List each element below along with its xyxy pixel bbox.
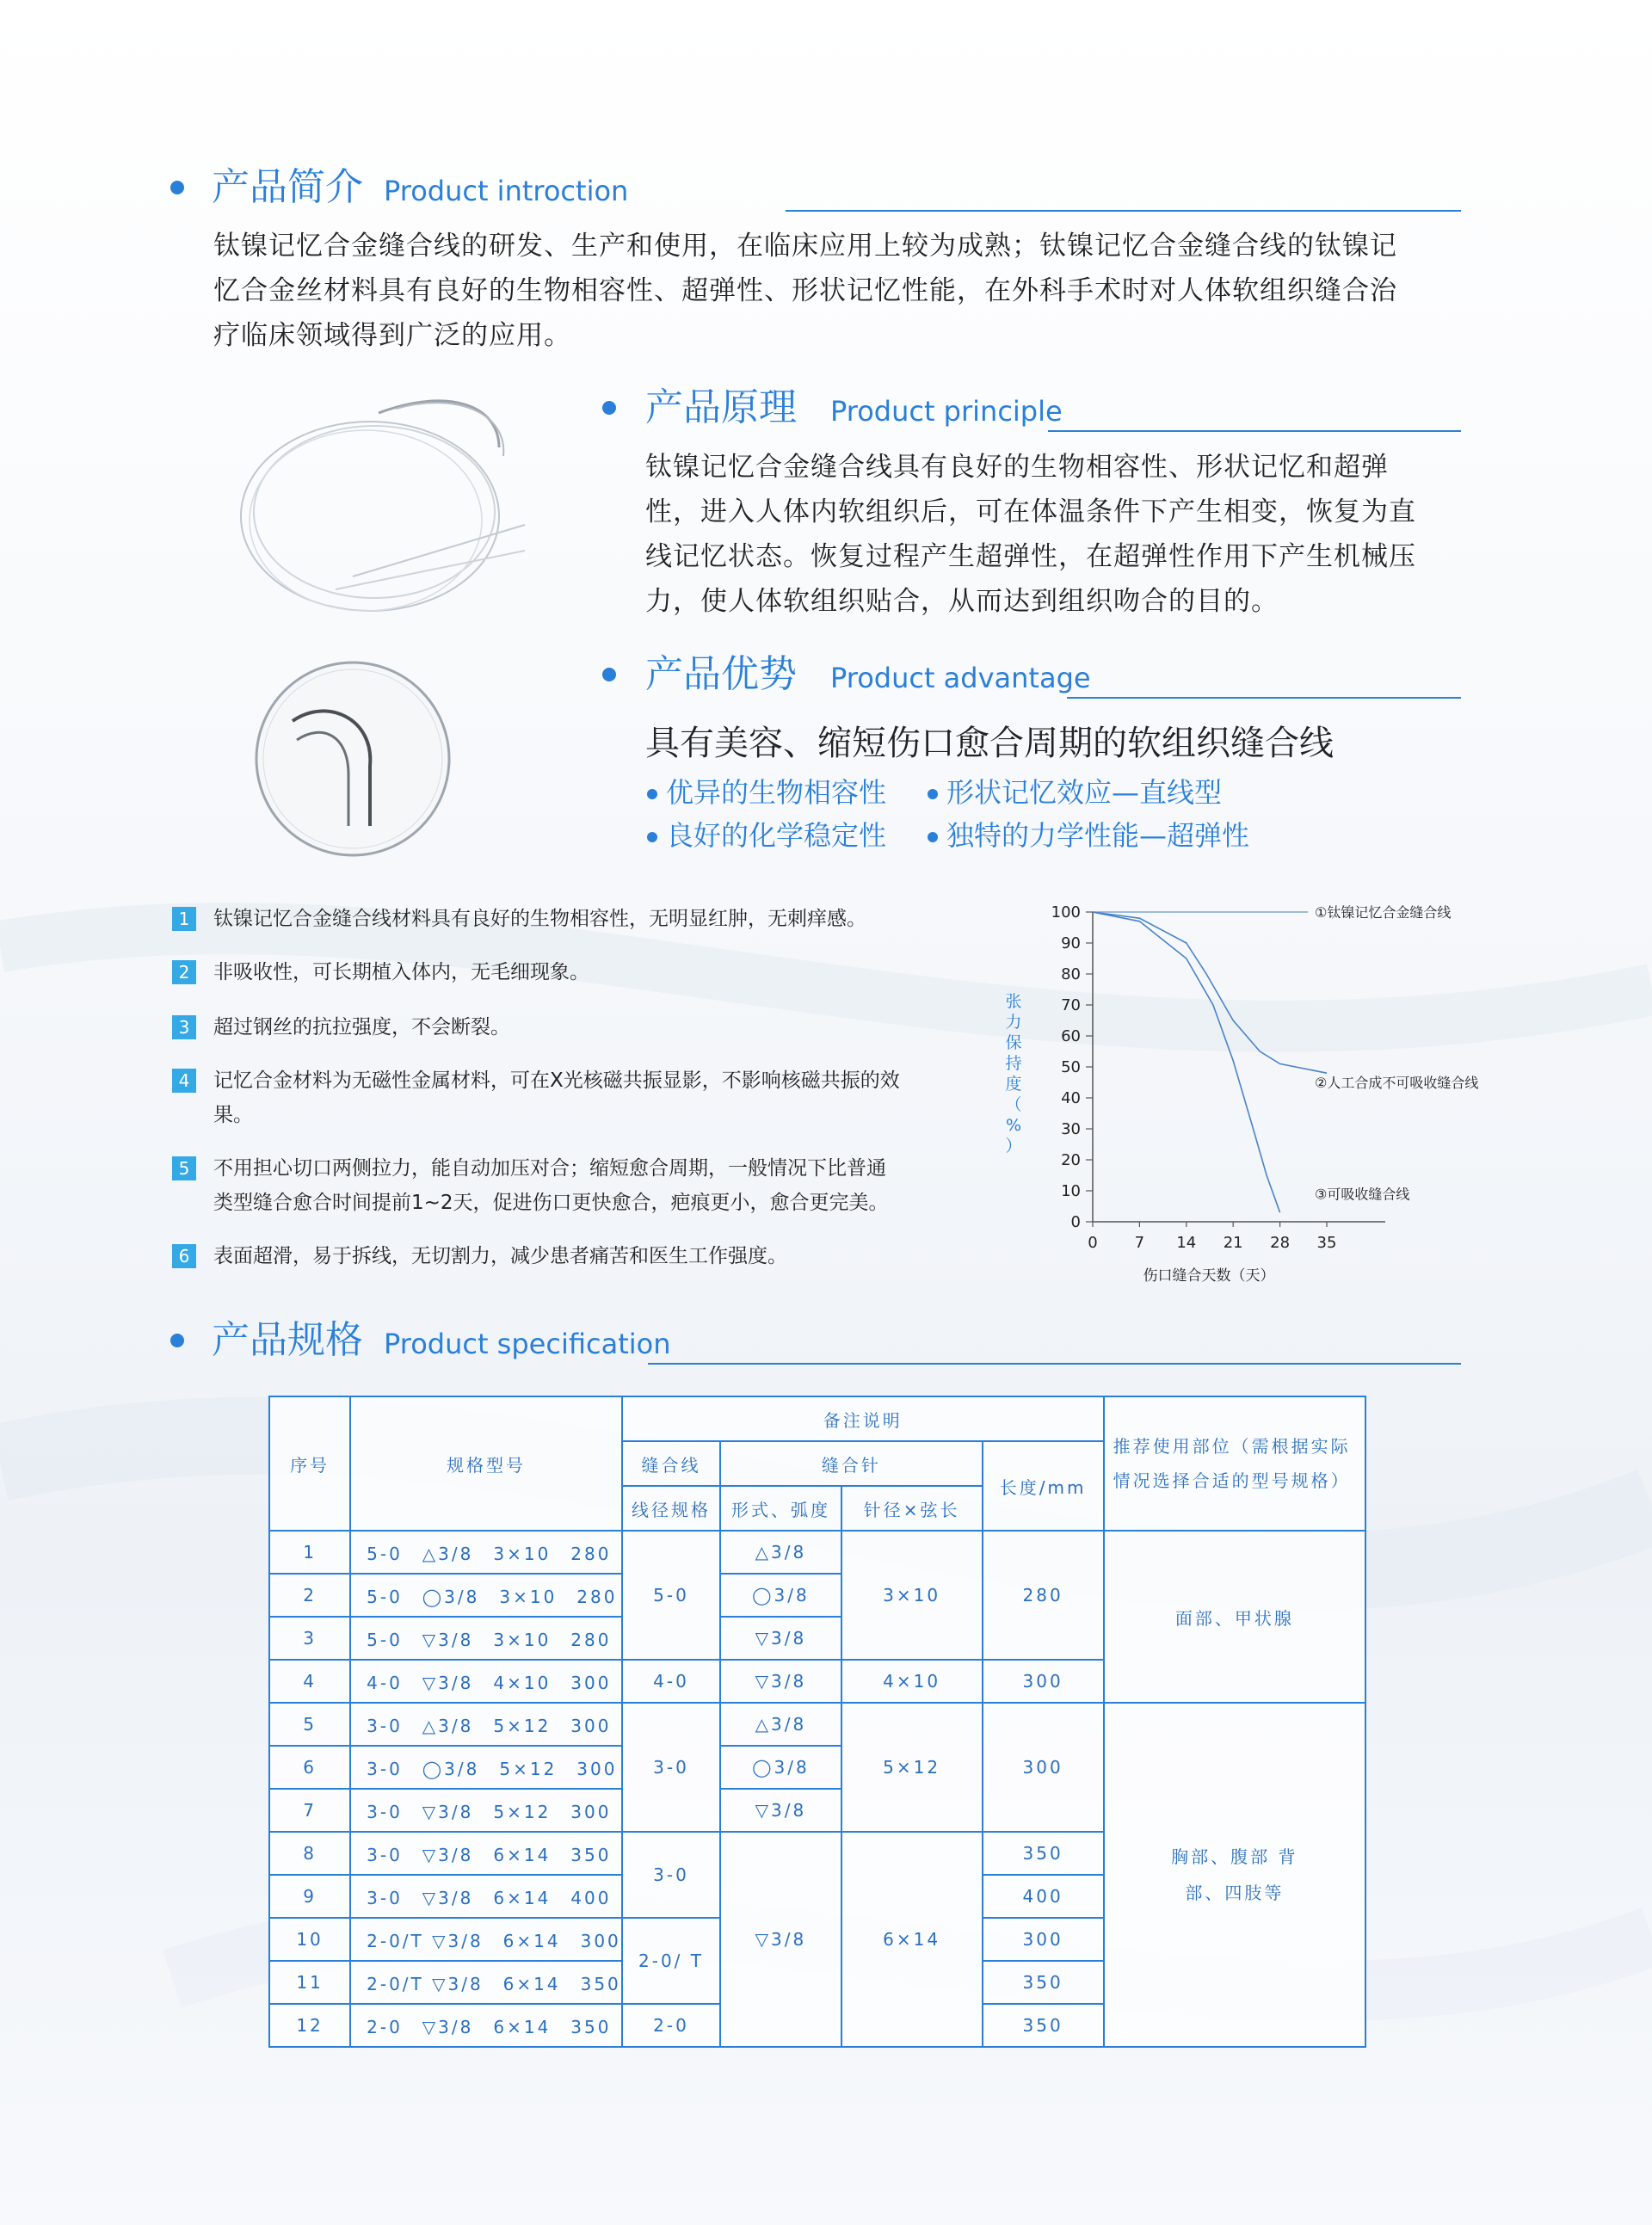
header-suture: 缝合线 (622, 1441, 720, 1486)
cell-model: 3-0 ▽3/8 6×14 350 (350, 1832, 622, 1875)
chart-x-tick-label: 0 (1088, 1234, 1098, 1252)
cell-no: 7 (269, 1789, 350, 1832)
chart-y-tick-label: 100 (1051, 903, 1081, 921)
advantage-item: 独特的力学性能—超弹性 (928, 814, 1249, 854)
cell-shape: ◯3/8 (720, 1746, 841, 1789)
cell-length: 300 (983, 1918, 1104, 1961)
chart-y-tick-label: 20 (1061, 1151, 1081, 1169)
cell-model: 3-0 ◯3/8 5×12 300 (350, 1746, 622, 1789)
section-principle-header (602, 384, 1461, 435)
cell-shape: ▽3/8 (720, 1617, 841, 1660)
chart-y-tick-label: 0 (1070, 1213, 1081, 1231)
cell-shape: ▽3/8 (720, 1789, 841, 1832)
section-rule (786, 210, 1461, 212)
cell-diameter: 3-0 (622, 1703, 720, 1832)
chart-legend-label: ②人工合成不可吸收缝合线 (1315, 1075, 1479, 1091)
chart-x-tick-label: 28 (1270, 1234, 1291, 1252)
section-rule (1067, 697, 1461, 699)
section-advantage-header (602, 650, 1461, 702)
feature-item (172, 902, 903, 936)
cell-length: 400 (983, 1875, 1104, 1918)
section-title-zh: 产品原理 (645, 385, 797, 429)
cell-no: 8 (269, 1832, 350, 1875)
cell-site: 面部、甲状腺 (1104, 1531, 1365, 1703)
feature-text: 钛镍记忆合金缝合线材料具有良好的生物相容性，无明显红肿，无刺痒感。 (213, 908, 866, 930)
cell-diameter: 5-0 (622, 1531, 720, 1660)
chart-legend-label: ①钛镍记忆合金缝合线 (1315, 904, 1452, 921)
chart-ylabel-char: 张 (1005, 992, 1022, 1011)
section-title-zh: 产品优势 (645, 652, 797, 696)
feature-item (172, 1010, 903, 1045)
advantage-item: 形状记忆效应—直线型 (928, 771, 1222, 810)
chart-y-tick-label: 40 (1061, 1089, 1081, 1107)
chart-x-tick-label: 21 (1223, 1234, 1243, 1252)
chart-y-tick-label: 50 (1061, 1058, 1081, 1076)
cell-model: 5-0 ◯3/8 3×10 280 (350, 1574, 622, 1617)
bullet-dot (602, 668, 616, 681)
cell-model: 3-0 ▽3/8 6×14 400 (350, 1875, 622, 1918)
chart-ylabel-char: 力 (1005, 1013, 1022, 1032)
cell-length: 300 (983, 1660, 1104, 1703)
cell-needle-size: 3×10 (841, 1531, 983, 1660)
cell-no: 12 (269, 2004, 350, 2047)
feature-text: 非吸收性，可长期植入体内，无毛细现象。 (213, 961, 589, 983)
feature-item (172, 1151, 903, 1220)
cell-no: 6 (269, 1746, 350, 1789)
advantage-item: 优异的生物相容性 (647, 771, 886, 810)
chart-ylabel-char: ） (1005, 1137, 1022, 1156)
header-model: 规格型号 (350, 1396, 622, 1531)
cell-model: 2-0/T ▽3/8 6×14 300 (350, 1918, 622, 1961)
cell-shape: △3/8 (720, 1703, 841, 1746)
section-title-en: Product advantage (830, 662, 1091, 694)
section-title-en: Product introction (384, 175, 629, 207)
cell-needle-size: 5×12 (841, 1703, 983, 1832)
cell-no: 11 (269, 1961, 350, 2004)
chart-ylabel-char: % (1005, 1116, 1022, 1135)
bullet-dot (602, 401, 616, 415)
feature-item (172, 1239, 903, 1273)
advantage-title: 具有美容、缩短伤口愈合周期的软组织缝合线 (645, 724, 1334, 763)
header-needle: 缝合针 (720, 1441, 982, 1486)
cell-needle-size: 4×10 (841, 1660, 983, 1703)
chart-series-line (1093, 912, 1280, 1212)
table-row (269, 1703, 1365, 1746)
cell-model: 2-0/T ▽3/8 6×14 350 (350, 1961, 622, 2004)
cell-length: 280 (983, 1531, 1104, 1660)
chart-y-tick-label: 30 (1061, 1120, 1081, 1138)
advantage-item: 良好的化学稳定性 (647, 814, 886, 854)
chart-ylabel-char: 持 (1005, 1054, 1022, 1073)
needle-circle-image (250, 654, 465, 869)
cell-diameter: 2-0/ T (622, 1918, 720, 2004)
cell-model: 3-0 ▽3/8 5×12 300 (350, 1789, 622, 1832)
feature-number: 5 (172, 1156, 196, 1180)
cell-shape: △3/8 (720, 1531, 841, 1574)
chart-x-tick-label: 35 (1316, 1234, 1337, 1252)
cell-shape: ▽3/8 (720, 1832, 841, 2047)
chart-xlabel: 伤口缝合天数（天） (1143, 1267, 1275, 1285)
section-title-en: Product specification (384, 1328, 671, 1360)
cell-model: 2-0 ▽3/8 6×14 350 (350, 2004, 622, 2047)
feature-text: 超过钢丝的抗拉强度，不会断裂。 (213, 1016, 510, 1039)
cell-model: 5-0 △3/8 3×10 280 (350, 1531, 622, 1574)
cell-model: 3-0 △3/8 5×12 300 (350, 1703, 622, 1746)
chart-ylabel-char: 度 (1005, 1075, 1022, 1094)
chart-y-tick-label: 60 (1061, 1027, 1081, 1045)
chart-y-tick-label: 10 (1061, 1182, 1081, 1200)
cell-no: 3 (269, 1617, 350, 1660)
cell-no: 10 (269, 1918, 350, 1961)
header-length: 长度/mm (983, 1441, 1104, 1531)
chart-series-line (1093, 912, 1327, 1073)
cell-length: 350 (983, 2004, 1104, 2047)
feature-text: 表面超滑，易于拆线，无切割力，减少患者痛苦和医生工作强度。 (213, 1245, 787, 1267)
chart-x-tick-label: 7 (1134, 1234, 1145, 1252)
cell-model: 4-0 ▽3/8 4×10 300 (350, 1660, 622, 1703)
cell-no: 1 (269, 1531, 350, 1574)
principle-paragraph: 钛镍记忆合金缝合线具有良好的生物相容性、形状记忆和超弹性，进入人体内软组织后，可在体温条件下产生相变，恢复为直线记忆状态。恢复过程产生超弹性，在超弹性作用下产生机械压力，使人体软组织贴合，从而达到组织吻合的目的。 (645, 452, 1416, 617)
section-title-en: Product principle (830, 395, 1063, 428)
header-diameter: 线径规格 (622, 1486, 720, 1531)
cell-shape: ◯3/8 (720, 1574, 841, 1617)
feature-number: 1 (172, 907, 196, 931)
chart-ylabel-char: （ (1005, 1095, 1022, 1114)
cell-no: 9 (269, 1875, 350, 1918)
cell-no: 5 (269, 1703, 350, 1746)
section-rule (648, 1363, 1461, 1365)
bullet-dot (170, 1334, 184, 1347)
chart-y-tick-label: 70 (1061, 996, 1081, 1014)
feature-number: 2 (172, 960, 196, 984)
header-remark: 备注说明 (622, 1396, 1104, 1441)
cell-length: 350 (983, 1832, 1104, 1875)
feature-number: 4 (172, 1069, 196, 1093)
suture-coil-image (224, 379, 533, 637)
header-shape: 形式、弧度 (720, 1486, 841, 1531)
cell-no: 4 (269, 1660, 350, 1703)
chart-y-tick-label: 80 (1061, 965, 1081, 983)
chart-legend-label: ③可吸收缝合线 (1315, 1186, 1410, 1203)
cell-shape: ▽3/8 (720, 1660, 841, 1703)
feature-text: 记忆合金材料为无磁性金属材料，可在X光核磁共振显影，不影响核磁共振的效果。 (213, 1069, 900, 1126)
chart-x-tick-label: 14 (1176, 1234, 1197, 1252)
section-spec-header (170, 1316, 1461, 1368)
tension-retention-chart (989, 895, 1523, 1291)
header-needle-size: 针径×弦长 (841, 1486, 983, 1531)
feature-text: 不用担心切口两侧拉力，能自动加压对合；缩短愈合周期，一般情况下比普通类型缝合愈合时间提前1~2天，促进伤口更快愈合，疤痕更小，愈合更完美。 (213, 1157, 889, 1214)
intro-paragraph: 钛镍记忆合金缝合线的研发、生产和使用，在临床应用上较为成熟；钛镍记忆合金缝合线的钛镍记忆合金丝材料具有良好的生物相容性、超弹性、形状记忆性能，在外科手术时对人体软组织缝合治疗临床领域得到广泛的应用。 (213, 231, 1397, 351)
section-rule (1048, 430, 1461, 432)
feature-item (172, 955, 903, 989)
cell-site: 胸部、腹部 背部、四肢等 (1104, 1703, 1365, 2047)
cell-diameter: 4-0 (622, 1660, 720, 1703)
cell-diameter: 3-0 (622, 1832, 720, 1918)
section-intro-header (170, 163, 1461, 215)
section-title-zh: 产品简介 (212, 165, 363, 209)
feature-item (172, 1063, 903, 1132)
table-row (269, 1531, 1365, 1574)
cell-length: 350 (983, 1961, 1104, 2004)
spec-table (268, 1396, 1366, 2048)
chart-y-tick-label: 90 (1061, 934, 1081, 952)
cell-no: 2 (269, 1574, 350, 1617)
cell-needle-size: 6×14 (841, 1832, 983, 2047)
header-no: 序号 (269, 1396, 350, 1531)
feature-number: 6 (172, 1244, 196, 1268)
bullet-dot (170, 181, 184, 194)
cell-model: 5-0 ▽3/8 3×10 280 (350, 1617, 622, 1660)
cell-diameter: 2-0 (622, 2004, 720, 2047)
feature-number: 3 (172, 1015, 196, 1039)
cell-length: 300 (983, 1703, 1104, 1832)
section-title-zh: 产品规格 (212, 1318, 363, 1362)
header-site: 推荐使用部位（需根据实际情况选择合适的型号规格） (1104, 1396, 1365, 1531)
chart-ylabel-char: 保 (1005, 1033, 1022, 1052)
